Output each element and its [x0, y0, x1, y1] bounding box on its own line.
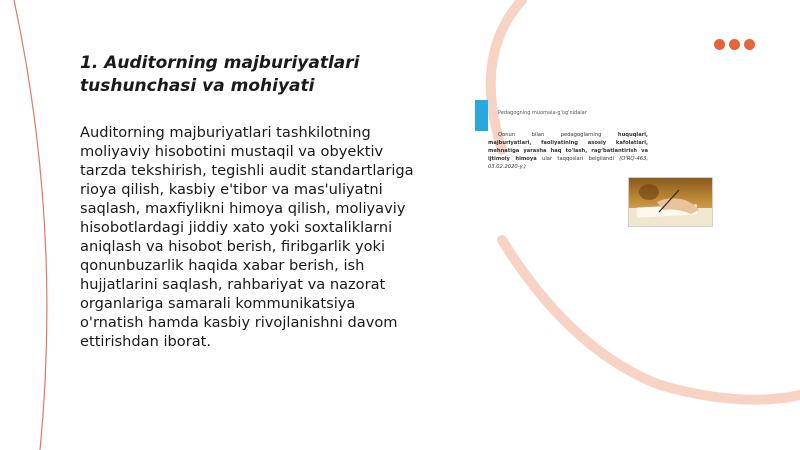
quote-rest: ular taqqoslari belgilandi [542, 156, 614, 162]
accent-dot [729, 39, 740, 50]
accent-dot [744, 39, 755, 50]
left-arc-line [14, 0, 47, 450]
quote-bold-part: huquqlari, majburiyatlari, faoliyatining asosiy kafolatlari, mehnatiga yarasha haq to'lash, ragʻbatlantirish va ijtimoiy himoya [488, 132, 648, 162]
accent-dots [714, 39, 755, 50]
slide-title: 1. Auditorning majburiyatlari tushunchasi va mohiyati [80, 53, 360, 96]
quote-box [488, 110, 648, 171]
quote-text [488, 131, 648, 171]
photo-illustration [629, 178, 712, 226]
slide-body-text: Auditorning majburiyatlari tashkilotning moliyaviy hisobotini mustaqil va obyektiv tarzda tekshirish, tegishli audit standartlariga rioya qilish, kasbiy e'tibor va mas'uliyatni saqlash, maxfiylikni himoya qilish, moliyaviy hisobotlardagi jiddiy xato yoki soxtaliklarni aniqlash va hisobot berish, firibgarlik yoki qonunbuzarlik haqida xabar berish, ish hujjatlarini saqlash, rahbariyat va nazorat organlariga samarali kommunikatsiya o'rnatish hamda kasbiy rivojlanishni davom ettirishdan iborat. [80, 124, 414, 350]
quote-heading: Pedagogning muomala-g'og'nidalar [498, 110, 587, 116]
quote-accent-bar [475, 100, 488, 131]
decorative-arc-lower [502, 240, 800, 400]
quote-citation: (O'RQ-463, 03.02.2020-y.) [488, 156, 649, 170]
writing-hand-photo [628, 177, 713, 227]
quote-intro: Qonun bilan pedagoglarning [498, 132, 602, 138]
accent-dot [714, 39, 725, 50]
